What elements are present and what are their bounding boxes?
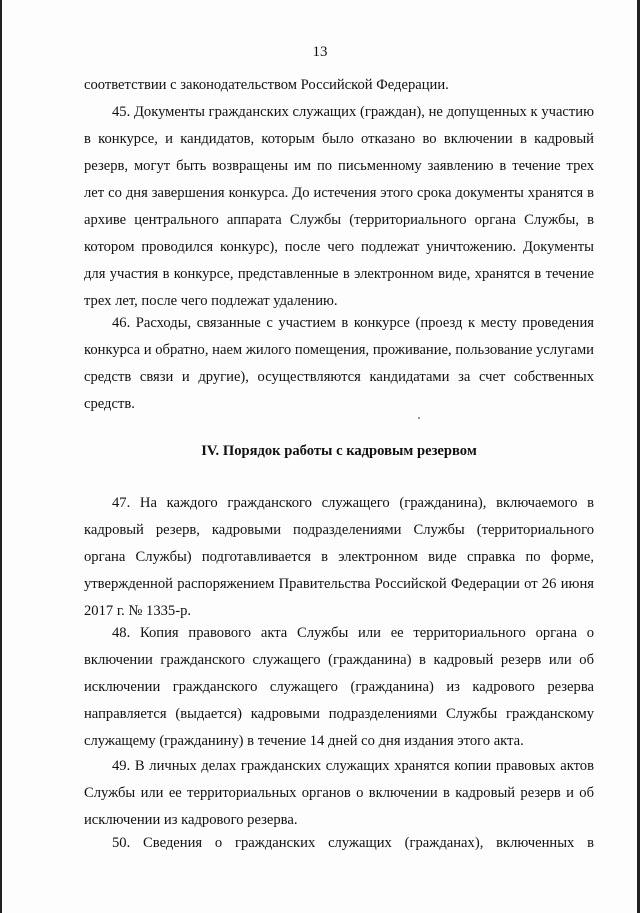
paragraph-45: 45. Документы гражданских служащих (граждан), не допущенных к участию в конкурсе, и кандидатов, которым было отказано во включении в кадровый резерв, могут быть возвращены им по письменному заявлению в течение трех лет со дня завершения конкурса. До истечения этого срока документы хранятся в архиве центрального аппарата Службы (территориального органа Службы, в котором проводился конкурс), после чего подлежат уничтожению. Документы для участия в конкурсе, представленные в электронном виде, хранятся в течение трех лет, после чего подлежат удалению. — [84, 104, 594, 309]
scan-left-edge — [0, 0, 2, 913]
page-number: 13 — [312, 44, 328, 60]
paragraph-50: 50. Сведения о гражданских служащих (гражданах), включенных в — [112, 835, 594, 851]
scan-speck — [418, 417, 420, 419]
paragraph-48: 48. Копия правового акта Службы или ее территориального органа о включении гражданского служащего (гражданина) в кадровый резерв или об исключении гражданского служащего (гражданина) из кадрового резерва направляется (выдается) кадровыми подразделениями Службы гражданскому служащему (гражданину) в течение 14 дней со дня издания этого акта. — [84, 625, 594, 749]
section-heading: IV. Порядок работы с кадровым резервом — [201, 443, 477, 459]
paragraph-continuation: соответствии с законодательством Российской Федерации. — [84, 77, 449, 93]
paragraph-46: 46. Расходы, связанные с участием в конкурсе (проезд к месту проведения конкурса и обратно, наем жилого помещения, проживание, пользование услугами средств связи и другие), осуществляются кандидатами за счет собственных средств. — [84, 315, 594, 412]
paragraph-49: 49. В личных делах гражданских служащих хранятся копии правовых актов Службы или ее территориальных органов о включении в кадровый резерв и об исключении из кадрового резерва. — [84, 758, 594, 828]
paragraph-47: 47. На каждого гражданского служащего (гражданина), включаемого в кадровый резерв, кадровыми подразделениями Службы (территориального органа Службы) подготавливается в электронном виде справка по форме, утвержденной распоряжением Правительства Российской Федерации от 26 июня 2017 г. № 1335-р. — [84, 495, 594, 619]
